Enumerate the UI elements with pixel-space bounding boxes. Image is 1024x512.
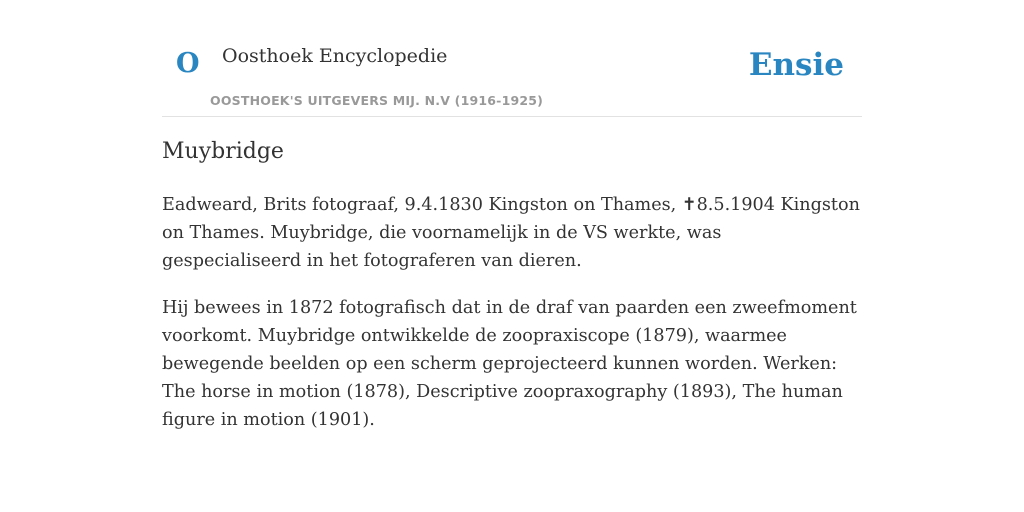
ensie-logo-link[interactable]: Ensie xyxy=(748,47,844,83)
entry-paragraph: Eadweard, Brits fotograaf, 9.4.1830 Kingston on Thames, ✝8.5.1904 Kingston on Thames. Muybridge, die voornamelijk in de VS werkte, was gespecialiseerd in het fotograferen van dieren. xyxy=(162,195,860,271)
header xyxy=(162,0,862,117)
source-subtitle: OOSTHOEK'S UITGEVERS MIJ. N.V (1916-1925) xyxy=(210,93,544,108)
entry-title: Muybridge xyxy=(162,139,284,164)
entry-body xyxy=(162,191,862,453)
source-title-link[interactable]: Oosthoek Encyclopedie xyxy=(222,45,448,67)
page xyxy=(162,0,862,430)
entry-paragraph: Hij bewees in 1872 fotografisch dat in de draf van paarden een zweefmoment voorkomt. Muybridge ontwikkelde de zoopraxiscope (1879), waarmee bewegende beelden op een scherm geprojecteerd kunnen worden. Werken: The horse in motion (1878), Descriptive zoopraxography (1893), The human figure in motion (1901). xyxy=(162,298,857,430)
source-logo[interactable]: O xyxy=(176,48,200,79)
